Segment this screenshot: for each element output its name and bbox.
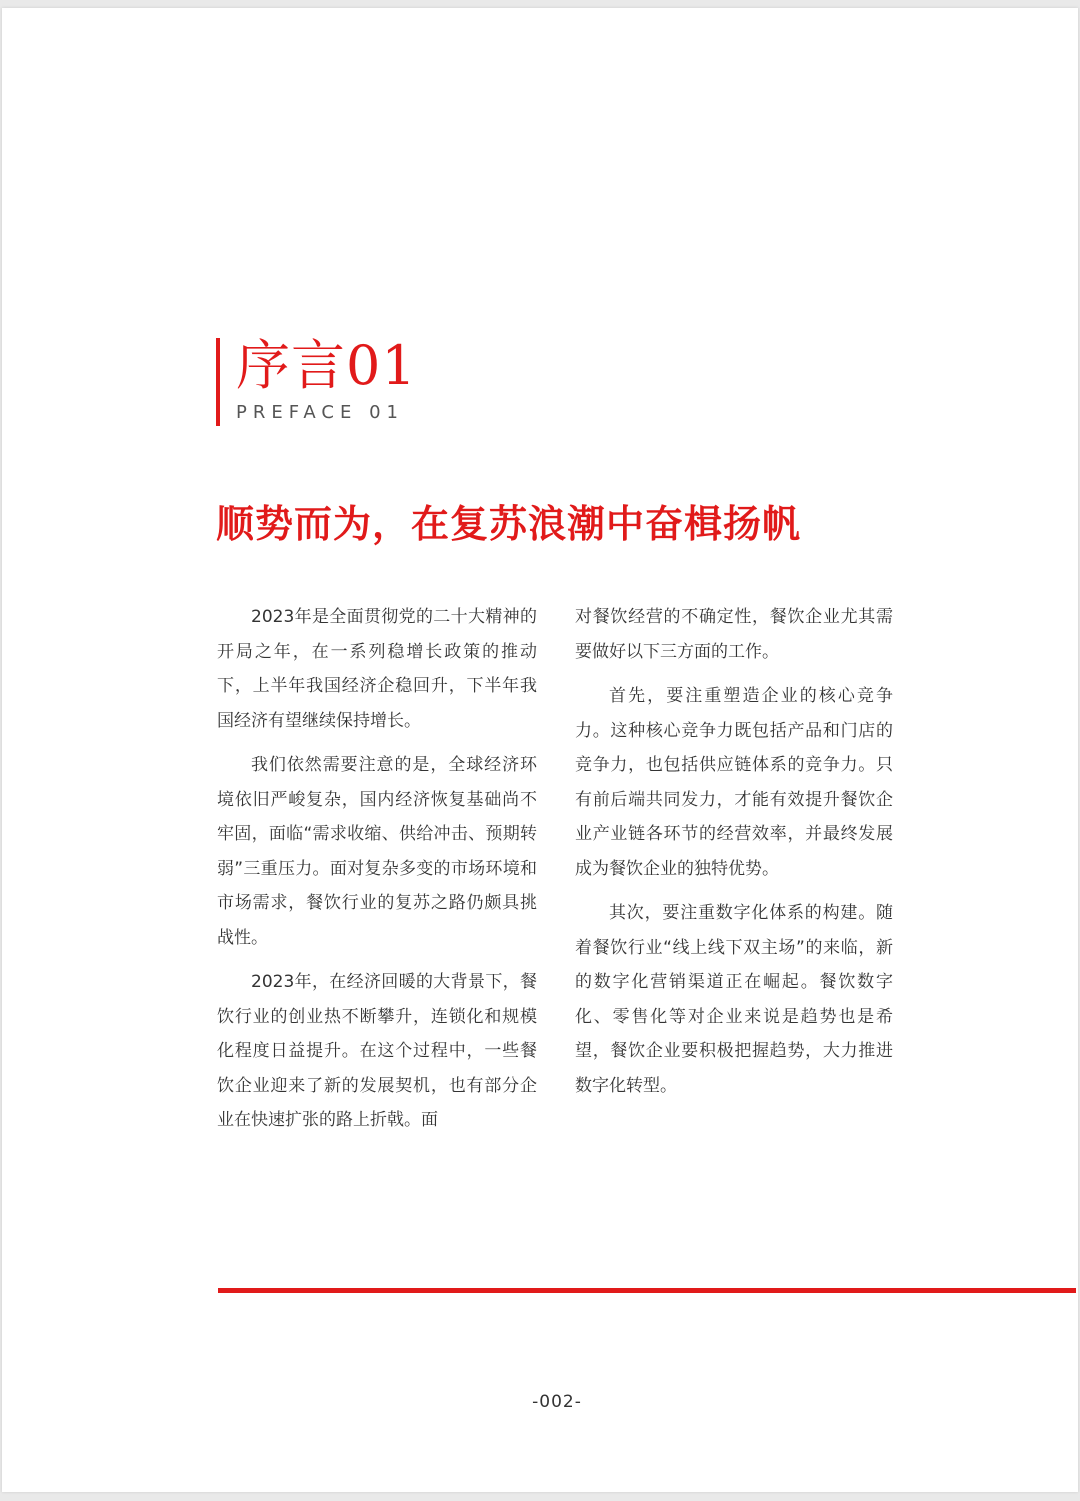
article-headline: 顺势而为，在复苏浪潮中奋楫扬帆 xyxy=(216,502,802,546)
document-page xyxy=(2,8,1078,1492)
paragraph: 我们依然需要注意的是，全球经济环境依旧严峻复杂，国内经济恢复基础尚不牢固，面临“需求收缩、供给冲击、预期转弱”三重压力。面对复杂多变的市场环境和市场需求，餐饮行业的复苏之路仍颇具挑战性。 xyxy=(217,755,537,948)
paragraph: 其次，要注重数字化体系的构建。随着餐饮行业“线上线下双主场”的来临，新的数字化营销渠道正在崛起。餐饮数字化、零售化等对企业来说是趋势也是希望，餐饮企业要积极把握趋势，大力推进数字化转型。 xyxy=(575,903,893,1096)
text-column-left xyxy=(217,600,537,1148)
page-number: -002- xyxy=(532,1392,582,1412)
text-column-right xyxy=(575,600,893,1113)
paragraph: 首先，要注重塑造企业的核心竞争力。这种核心竞争力既包括产品和门店的竞争力，也包括供应链体系的竞争力。只有前后端共同发力，才能有效提升餐饮企业产业链各环节的经营效率，并最终发展成为餐饮企业的独特优势。 xyxy=(575,686,893,879)
preface-title-cn: 序言01 xyxy=(236,334,417,397)
paragraph: 2023年，在经济回暖的大背景下，餐饮行业的创业热不断攀升，连锁化和规模化程度日益提升。在这个过程中，一些餐饮企业迎来了新的发展契机，也有部分企业在快速扩张的路上折戟。面 xyxy=(217,972,537,1130)
paragraph: 2023年是全面贯彻党的二十大精神的开局之年，在一系列稳增长政策的推动下，上半年我国经济企稳回升，下半年我国经济有望继续保持增长。 xyxy=(217,607,537,731)
preface-header xyxy=(216,334,417,426)
footer-divider xyxy=(218,1288,1076,1293)
preface-title-en: PREFACE 01 xyxy=(236,402,404,423)
paragraph-continued: 对餐饮经营的不确定性，餐饮企业尤其需要做好以下三方面的工作。 xyxy=(575,607,893,662)
